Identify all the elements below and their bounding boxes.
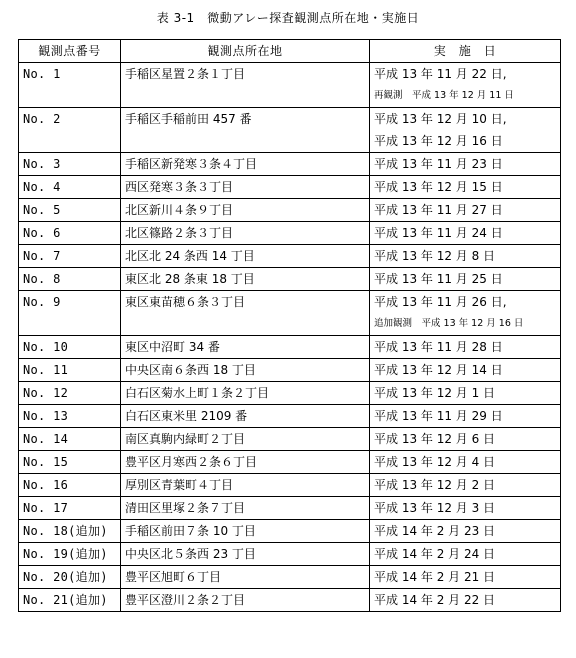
point-number-cell: No. 12 [19, 382, 121, 405]
point-number-cell: No. 4 [19, 176, 121, 199]
date-text: 平成 14 年 2 月 23 日 [374, 524, 496, 538]
date-text: 平成 14 年 2 月 22 日 [374, 593, 496, 607]
location-cell: 東区東苗穂６条３丁目 [121, 291, 370, 336]
date-text: 平成 13 年 12 月 15 日 [374, 180, 503, 194]
date-text: 平成 13 年 12 月 14 日 [374, 363, 503, 377]
table-row [19, 520, 561, 543]
date-cell [370, 405, 561, 428]
date-cell [370, 359, 561, 382]
location-cell: 手稲区前田７条 10 丁目 [121, 520, 370, 543]
point-number-cell: No. 2 [19, 108, 121, 153]
date-cell [370, 336, 561, 359]
point-number-cell: No. 9 [19, 291, 121, 336]
table-row [19, 222, 561, 245]
location-cell: 豊平区月寒西２条６丁目 [121, 451, 370, 474]
date-cell [370, 474, 561, 497]
date-cell [370, 428, 561, 451]
date-text: 平成 13 年 11 月 29 日 [374, 409, 503, 423]
location-cell: 手稲区手稲前田 457 番 [121, 108, 370, 153]
date-cell [370, 291, 561, 336]
date-cell [370, 222, 561, 245]
location-cell: 中央区南６条西 18 丁目 [121, 359, 370, 382]
observation-points-table [18, 39, 561, 612]
table-row [19, 428, 561, 451]
table-row [19, 589, 561, 612]
location-cell: 東区中沼町 34 番 [121, 336, 370, 359]
date-cell [370, 589, 561, 612]
point-number-cell: No. 5 [19, 199, 121, 222]
table-row [19, 497, 561, 520]
table-row [19, 474, 561, 497]
table-row [19, 176, 561, 199]
date-cell [370, 176, 561, 199]
table-row [19, 268, 561, 291]
location-cell: 南区真駒内緑町２丁目 [121, 428, 370, 451]
location-cell: 手稲区星置２条１丁目 [121, 63, 370, 108]
point-number-cell: No. 1 [19, 63, 121, 108]
date-text: 平成 13 年 12 月 1 日 [374, 386, 496, 400]
location-cell: 厚別区青葉町４丁目 [121, 474, 370, 497]
location-cell: 北区北 24 条西 14 丁目 [121, 245, 370, 268]
point-number-cell: No. 8 [19, 268, 121, 291]
table-row [19, 543, 561, 566]
date-text: 平成 13 年 11 月 28 日 [374, 340, 503, 354]
date-text: 平成 13 年 12 月 8 日 [374, 249, 496, 263]
location-cell: 清田区里塚２条７丁目 [121, 497, 370, 520]
table-row [19, 291, 561, 336]
point-number-cell: No. 6 [19, 222, 121, 245]
date-text: 平成 13 年 11 月 25 日 [374, 272, 503, 286]
date-cell [370, 268, 561, 291]
date-text: 平成 14 年 2 月 24 日 [374, 547, 496, 561]
date-text-secondary: 再観測 平成 13 年 12 月 11 日 [374, 90, 514, 101]
date-cell [370, 497, 561, 520]
date-text: 平成 13 年 12 月 3 日 [374, 501, 496, 515]
date-cell [370, 245, 561, 268]
point-number-cell: No. 14 [19, 428, 121, 451]
date-text: 平成 13 年 12 月 10 日, [374, 112, 507, 126]
header-location: 観測点所在地 [121, 40, 370, 63]
date-cell [370, 566, 561, 589]
location-cell: 北区篠路２条３丁目 [121, 222, 370, 245]
header-date: 実 施 日 [370, 40, 561, 63]
table-row [19, 336, 561, 359]
date-text: 平成 13 年 12 月 4 日 [374, 455, 496, 469]
header-point-number: 観測点番号 [19, 40, 121, 63]
date-text: 平成 13 年 11 月 26 日, [374, 295, 507, 309]
point-number-cell: No. 19(追加) [19, 543, 121, 566]
point-number-cell: No. 13 [19, 405, 121, 428]
date-text-secondary: 追加観測 平成 13 年 12 月 16 日 [374, 318, 524, 329]
location-cell: 手稲区新発寒３条４丁目 [121, 153, 370, 176]
location-cell: 白石区東米里 2109 番 [121, 405, 370, 428]
point-number-cell: No. 11 [19, 359, 121, 382]
table-row [19, 199, 561, 222]
table-row [19, 451, 561, 474]
table-caption: 表 3-1 微動アレー探査観測点所在地・実施日 [156, 11, 420, 25]
header-row [19, 40, 561, 63]
table-row [19, 566, 561, 589]
point-number-cell: No. 21(追加) [19, 589, 121, 612]
location-cell: 西区発寒３条３丁目 [121, 176, 370, 199]
date-text: 平成 14 年 2 月 21 日 [374, 570, 496, 584]
date-text-secondary: 平成 13 年 12 月 16 日 [374, 134, 503, 148]
date-cell [370, 451, 561, 474]
location-cell: 北区新川４条９丁目 [121, 199, 370, 222]
point-number-cell: No. 3 [19, 153, 121, 176]
date-text: 平成 13 年 12 月 6 日 [374, 432, 496, 446]
date-cell [370, 199, 561, 222]
date-cell [370, 543, 561, 566]
point-number-cell: No. 15 [19, 451, 121, 474]
table-row [19, 63, 561, 108]
date-cell [370, 108, 561, 153]
date-cell [370, 63, 561, 108]
date-text: 平成 13 年 11 月 22 日, [374, 67, 507, 81]
point-number-cell: No. 18(追加) [19, 520, 121, 543]
location-cell: 中央区北５条西 23 丁目 [121, 543, 370, 566]
table-row [19, 153, 561, 176]
date-cell [370, 153, 561, 176]
date-cell [370, 520, 561, 543]
point-number-cell: No. 17 [19, 497, 121, 520]
date-cell [370, 382, 561, 405]
date-text: 平成 13 年 11 月 23 日 [374, 157, 503, 171]
location-cell: 白石区菊水上町１条２丁目 [121, 382, 370, 405]
location-cell: 東区北 28 条東 18 丁目 [121, 268, 370, 291]
point-number-cell: No. 20(追加) [19, 566, 121, 589]
table-row [19, 359, 561, 382]
location-cell: 豊平区澄川２条２丁目 [121, 589, 370, 612]
table-row [19, 382, 561, 405]
location-cell: 豊平区旭町６丁目 [121, 566, 370, 589]
point-number-cell: No. 7 [19, 245, 121, 268]
table-row [19, 245, 561, 268]
date-text: 平成 13 年 12 月 2 日 [374, 478, 496, 492]
table-row [19, 405, 561, 428]
date-text: 平成 13 年 11 月 27 日 [374, 203, 503, 217]
point-number-cell: No. 10 [19, 336, 121, 359]
point-number-cell: No. 16 [19, 474, 121, 497]
date-text: 平成 13 年 11 月 24 日 [374, 226, 503, 240]
table-row [19, 108, 561, 153]
